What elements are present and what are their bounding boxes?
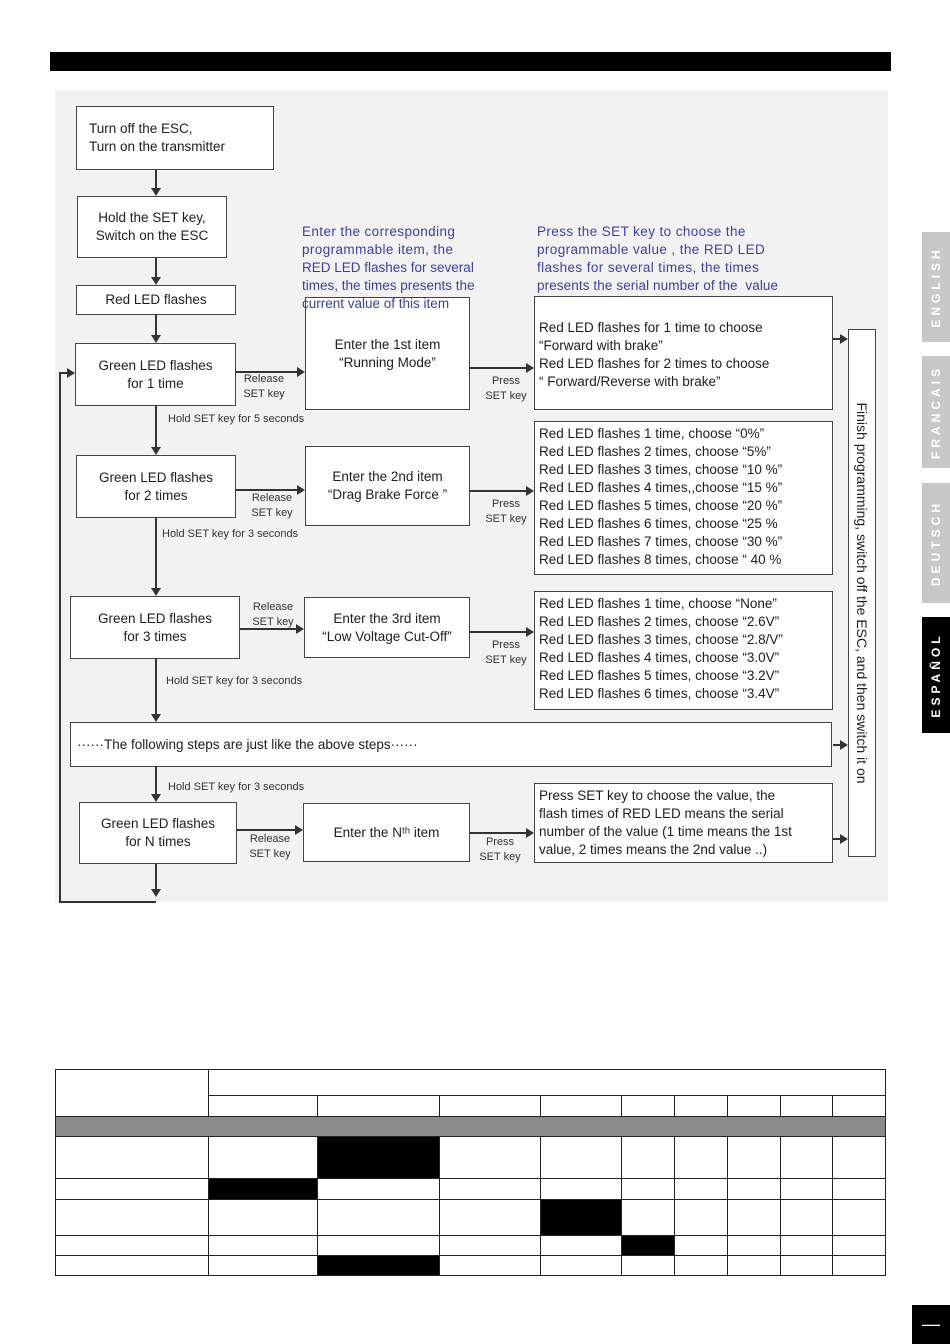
tab-label: ESPAÑOL (929, 632, 943, 718)
green-led-1-box: Green LED flashes for 1 time (75, 343, 236, 406)
table-cell (208, 1236, 317, 1256)
table-cell (56, 1137, 209, 1179)
table-cell (439, 1236, 541, 1256)
table-cell (675, 1236, 728, 1256)
arrow-right-icon (297, 367, 305, 377)
red-led-flashes-box: Red LED flashes (76, 285, 236, 315)
table-cell (622, 1256, 675, 1276)
tab-deutsch[interactable] (922, 483, 950, 603)
options-running-mode: Red LED flashes for 1 time to choose “Forward with brake” Red LED flashes for 2 times to choose “ Forward/Reverse with brake” (534, 296, 833, 410)
table-row (56, 1200, 886, 1236)
table-cell (675, 1256, 728, 1276)
table-row (56, 1256, 886, 1276)
table-cell (781, 1096, 833, 1117)
table-cell (622, 1200, 675, 1236)
table-cell (728, 1179, 781, 1200)
table-cell (675, 1200, 728, 1236)
loop-back-line (59, 372, 61, 902)
connector-line (155, 864, 157, 889)
connector-line (155, 518, 157, 588)
table-cell (56, 1200, 209, 1236)
hold-set-key-box: Hold the SET key, Switch on the ESC (77, 196, 227, 258)
connector-line (155, 406, 157, 447)
arrow-down-icon (151, 277, 161, 285)
table-cell (781, 1200, 833, 1236)
arrow-down-icon (151, 588, 161, 596)
table-cell (675, 1096, 728, 1117)
arrow-down-icon (151, 335, 161, 343)
table-cell (317, 1236, 439, 1256)
turn-off-esc-box: Turn off the ESC, Turn on the transmitter (76, 106, 274, 170)
table-cell (622, 1137, 675, 1179)
arrow-right-icon (526, 363, 534, 373)
table-cell-highlight (622, 1236, 675, 1256)
table-section-row (56, 1117, 886, 1137)
arrow-right-icon (526, 486, 534, 496)
table-cell (56, 1256, 209, 1276)
table-cell (541, 1137, 622, 1179)
settings-table (55, 1069, 886, 1276)
table-cell (781, 1179, 833, 1200)
table-cell (208, 1256, 317, 1276)
enter-item-3-box: Enter the 3rd item “Low Voltage Cut-Off” (304, 597, 470, 658)
options-low-voltage: Red LED flashes 1 time, choose “None” Red LED flashes 2 times, choose “2.6V” Red LED flashes 3 times, choose “2.8/V” Red LED flashes 4 times, choose “3.0V” Red LED flashes 5 times, choose “3.2V” Red LED flashes 6 times, choose “3.4V” (534, 591, 833, 710)
arrow-down-icon (151, 794, 161, 802)
table-cell-highlight (317, 1137, 439, 1179)
table-cell (832, 1137, 885, 1179)
note-enter-item: Enter the corresponding programmable item, the RED LED flashes for several times, the times presents the current value of this item (302, 224, 475, 311)
connector-line (155, 767, 157, 794)
release-set-key-label: Release SET key (251, 492, 293, 519)
connector-line (237, 829, 295, 831)
tab-label: FRANCAIS (929, 365, 943, 459)
table-cell (728, 1236, 781, 1256)
arrow-right-icon (67, 368, 75, 378)
hold-set-key-label: Hold SET key for 5 seconds (168, 413, 305, 425)
connector-line (155, 258, 157, 277)
connector-line (155, 170, 157, 188)
release-set-key-label: Release SET key (243, 373, 285, 400)
following-steps-box: ······The following steps are just like the above steps······ (70, 722, 832, 767)
arrow-down-icon (151, 714, 161, 722)
press-set-key-label: Press SET key (485, 639, 527, 666)
connector-line (470, 631, 526, 633)
arrow-down-icon (151, 188, 161, 196)
release-set-key-label: Release SET key (252, 601, 294, 628)
table-cell (541, 1096, 622, 1117)
table-cell (728, 1200, 781, 1236)
table-cell (439, 1179, 541, 1200)
note-press-set: Press the SET key to choose the programmable value , the RED LED flashes for several times, the times presents the serial number of the value (537, 224, 779, 293)
press-set-key-label: Press SET key (485, 498, 527, 525)
table-cell (781, 1256, 833, 1276)
table-cell-highlight (208, 1179, 317, 1200)
table-cell (832, 1200, 885, 1236)
tab-espanol[interactable] (922, 617, 950, 733)
table-row (56, 1236, 886, 1256)
table-cell (208, 1200, 317, 1236)
connector-line (470, 367, 526, 369)
hold-set-key-label: Hold SET key for 3 seconds (168, 781, 305, 793)
table-cell (56, 1236, 209, 1256)
table-cell (439, 1200, 541, 1236)
table-cell (317, 1096, 439, 1117)
table-row (56, 1137, 886, 1179)
enter-item-2-box: Enter the 2nd item “Drag Brake Force ” (305, 446, 470, 526)
table-header-row (56, 1070, 886, 1096)
table-cell (832, 1179, 885, 1200)
green-led-3-box: Green LED flashes for 3 times (70, 596, 240, 659)
table-cell (781, 1137, 833, 1179)
tab-label: ENGLISH (929, 246, 943, 328)
table-cell (208, 1137, 317, 1179)
table-cell (675, 1137, 728, 1179)
arrow-down-icon (151, 889, 161, 897)
arrow-right-icon (840, 740, 848, 750)
table-cell (317, 1200, 439, 1236)
table-cell (728, 1137, 781, 1179)
page-number: — (912, 1305, 950, 1344)
table-cell (675, 1179, 728, 1200)
table-cell (317, 1179, 439, 1200)
options-nth-item: Press SET key to choose the value, the flash times of RED LED means the serial number of the value (1 time means the 1st value, 2 times means the 2nd value ..) (534, 783, 833, 863)
loop-back-line (59, 372, 67, 374)
table-cell (56, 1070, 209, 1117)
table-cell (439, 1137, 541, 1179)
release-set-key-label: Release SET key (249, 833, 291, 860)
tab-label: DEUTSCH (929, 499, 943, 587)
table-cell (541, 1256, 622, 1276)
table-cell-highlight (317, 1256, 439, 1276)
connector-line (833, 838, 840, 840)
connector-line (833, 744, 840, 746)
header-bar (50, 52, 891, 71)
press-set-key-label: Press SET key (479, 836, 521, 863)
connector-line (470, 832, 526, 834)
table-cell (541, 1179, 622, 1200)
green-led-2-box: Green LED flashes for 2 times (76, 455, 236, 518)
connector-line (155, 659, 157, 714)
table-cell (208, 1070, 885, 1096)
table-cell (622, 1096, 675, 1117)
table-cell (728, 1256, 781, 1276)
connector-line (155, 315, 157, 335)
table-cell (56, 1117, 886, 1137)
table-cell (728, 1096, 781, 1117)
tab-english[interactable] (922, 232, 950, 342)
connector-line (470, 490, 526, 492)
table-row (56, 1179, 886, 1200)
press-set-key-label: Press SET key (485, 375, 527, 402)
table-cell (781, 1236, 833, 1256)
arrow-down-icon (151, 447, 161, 455)
enter-item-1-box: Enter the 1st item “Running Mode” (305, 297, 470, 410)
finish-programming-box (848, 329, 876, 857)
table-cell (56, 1179, 209, 1200)
green-led-n-box: Green LED flashes for N times (79, 802, 237, 864)
table-cell (208, 1096, 317, 1117)
arrow-right-icon (840, 334, 848, 344)
table-cell (832, 1256, 885, 1276)
table-cell (439, 1096, 541, 1117)
connector-line (833, 338, 840, 340)
enter-item-n-box: Enter the Nᵗʰ item (303, 803, 470, 862)
tab-francais[interactable] (922, 356, 950, 468)
table-cell-highlight (541, 1200, 622, 1236)
table-cell (439, 1256, 541, 1276)
loop-back-line (59, 901, 156, 903)
table-cell (832, 1236, 885, 1256)
table-cell (622, 1179, 675, 1200)
hold-set-key-label: Hold SET key for 3 seconds (166, 675, 303, 687)
finish-programming-text: Finish programming, switch off the ESC, and then switch it on (854, 402, 870, 784)
options-drag-brake: Red LED flashes 1 time, choose “0%” Red LED flashes 2 times, choose “5%” Red LED flashes 3 times, choose “10 %” Red LED flashes 4 times,,choose “15 %” Red LED flashes 5 times, choose “20 %” Red LED flashes 6 times, choose “25 % Red LED flashes 7 times, choose “30 %” Red LED flashes 8 times, choose “ 40 % (534, 421, 833, 575)
hold-set-key-label: Hold SET key for 3 seconds (162, 528, 299, 540)
table-cell (541, 1236, 622, 1256)
arrow-right-icon (526, 627, 534, 637)
arrow-right-icon (840, 834, 848, 844)
table-cell (832, 1096, 885, 1117)
